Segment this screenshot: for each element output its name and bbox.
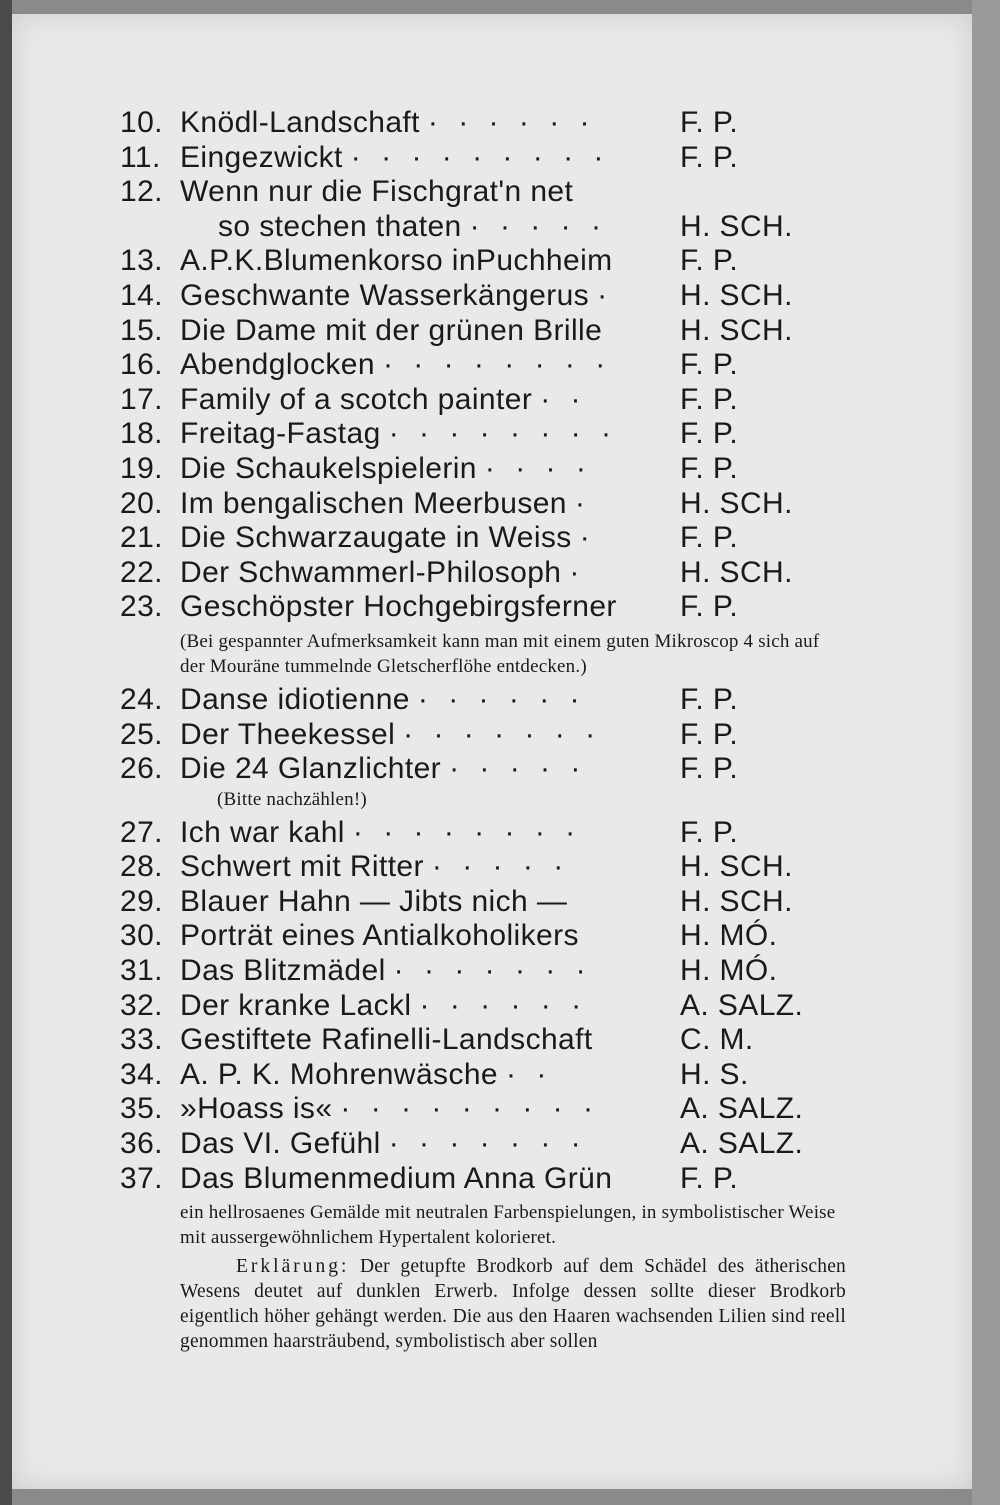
entry-number: 16. [120, 348, 163, 382]
entry-title: Geschöpster Hochgebirgsferner [180, 590, 617, 624]
entry-note-37: ein hellrosaenes Gemälde mit neutralen Farbenspielungen, in symbolistischer Weise mit aussergewöhnlichem Hypertalent kolorieret. [180, 1202, 836, 1249]
entry-leader-dots: · · · · · · · · · [350, 140, 610, 174]
entry-number: 33. [120, 1023, 163, 1057]
entry-author: F. P. [680, 752, 739, 786]
entry-title-cell [180, 452, 680, 486]
entry-title-cell [180, 314, 680, 348]
entry-title-cell [180, 816, 680, 850]
entry-title-cell [180, 106, 680, 140]
entry-author: H. SCH. [680, 313, 793, 347]
explanation-label: Erklärung: [236, 1256, 350, 1278]
explanation-paragraph [120, 1254, 846, 1354]
entry-title: Der Theekessel [180, 717, 396, 751]
entry-number: 35. [120, 1092, 163, 1126]
entry-title: Wenn nur die Fischgrat'n net [180, 175, 574, 209]
entry-title-cell [180, 556, 680, 590]
entry-number: 23. [120, 590, 163, 624]
entry-title: Die Dame mit der grünen Brille [180, 313, 603, 347]
entry-leader-dots: · · · · · [431, 850, 570, 884]
catalog-page [12, 14, 972, 1489]
catalog-entry [120, 244, 850, 279]
catalog-entry [120, 752, 850, 787]
entry-leader-dots: · · · · · [449, 752, 587, 786]
entry-number: 17. [120, 382, 163, 416]
entry-title: Die Schwarzaugate in Weiss [180, 521, 572, 555]
entry-leader-dots: · · · · [484, 451, 592, 485]
catalog-entry [120, 314, 850, 349]
entry-author: F. P. [680, 682, 739, 716]
catalog-entry [120, 487, 850, 522]
entry-number: 31. [120, 954, 163, 988]
entry-title-cell [180, 989, 680, 1023]
entry-author: F. P. [680, 815, 739, 849]
entry-title-cell [180, 850, 680, 884]
catalog-entry [120, 210, 850, 245]
entry-author: F. P. [680, 382, 739, 416]
entry-author: A. SALZ. [680, 1092, 804, 1126]
entry-title-cell [180, 1092, 680, 1126]
entry-title-cell [180, 210, 680, 244]
entry-number: 25. [120, 717, 163, 751]
entry-title: A. P. K. Mohrenwäsche [180, 1057, 499, 1091]
entry-author: F. P. [680, 106, 739, 139]
entry-leader-dots: · · · · · · [419, 988, 588, 1022]
catalog-entry [120, 452, 850, 487]
entry-title: Knödl-Landschaft [180, 106, 420, 139]
explanation-text: Der getupfte Brodkorb auf dem Schädel des ätherischen Wesens deutet auf dunklen Erwerb. Infolge dessen sollte dieser Brodkorb eigentlich höher gehängt werden. Die aus den Haaren wachsenden Lilien sind reell genommen haarsträubend, symbolistisch aber sollen [180, 1256, 846, 1353]
entry-title: Die Schaukelspielerin [180, 451, 477, 485]
entry-number: 15. [120, 313, 163, 347]
entry-author: A. SALZ. [680, 988, 804, 1022]
entry-number: 29. [120, 884, 163, 918]
entry-title: A.P.K.Blumenkorso inPuchheim [180, 244, 613, 278]
entry-title-cell [180, 752, 680, 786]
catalog-entry [120, 885, 850, 920]
entry-title: Der kranke Lackl [180, 988, 412, 1022]
entry-title: Ich war kahl [180, 815, 345, 849]
catalog-entry [120, 1092, 850, 1127]
entry-note-23: (Bei gespannter Aufmerksamkeit kann man mit einem guten Mikroscop 4 sich auf der Mouräne tummelnde Gletscherflöhe entdecken.) [180, 630, 820, 677]
entry-number: 26. [120, 752, 163, 786]
catalog-entry [120, 919, 850, 954]
entry-leader-dots: · · · · · [469, 209, 607, 243]
entry-leader-dots: · [597, 278, 614, 312]
entry-number: 30. [120, 919, 163, 953]
entry-author: H. S. [680, 1057, 749, 1091]
entry-number: 36. [120, 1127, 163, 1161]
entry-title-cell [180, 1023, 680, 1057]
entry-author: H. SCH. [680, 278, 793, 312]
entry-number: 34. [120, 1057, 163, 1091]
entry-title: »Hoass is« [180, 1092, 333, 1126]
entry-number: 22. [120, 555, 163, 589]
entry-number: 12. [120, 175, 163, 209]
entry-author: H. SCH. [680, 486, 793, 520]
entry-title: Geschwante Wasserkängerus [180, 278, 590, 312]
catalog-entry [120, 175, 850, 210]
entry-leader-dots: · · [540, 382, 587, 416]
entry-author: H. MÓ. [680, 954, 778, 988]
entry-title: Eingezwickt [180, 140, 343, 174]
entry-leader-dots: · · [506, 1057, 553, 1091]
entry-title-cell [180, 590, 680, 624]
entry-leader-dots: · · · · · · · · [382, 348, 612, 382]
entry-number: 28. [120, 850, 163, 884]
catalog-entry [120, 1023, 850, 1058]
entry-title-cell [180, 487, 680, 521]
catalog-entry [120, 816, 850, 851]
entry-author: F. P. [680, 521, 739, 555]
entry-title: Die 24 Glanzlichter [180, 752, 442, 786]
entry-author: H. SCH. [680, 209, 793, 243]
entry-title: Schwert mit Ritter [180, 850, 424, 884]
entry-leader-dots: · · · · · · · [393, 954, 592, 988]
entry-author: H. MÓ. [680, 919, 778, 953]
entry-leader-dots: · · · · · · · · [388, 417, 617, 451]
entry-title: Gestiftete Rafinelli-Landschaft [180, 1023, 593, 1057]
entry-leader-dots: · · · · · · [427, 106, 596, 139]
catalog-entry [120, 1127, 850, 1162]
entry-title-cell [180, 175, 680, 209]
entry-author: F. P. [680, 451, 739, 485]
entry-number: 14. [120, 278, 163, 312]
entry-number: 21. [120, 521, 163, 555]
entry-title-cell [180, 1127, 680, 1161]
entry-leader-dots: · · · · · · · [388, 1127, 587, 1161]
catalog-entry [120, 718, 850, 753]
entry-author: A. SALZ. [680, 1127, 804, 1161]
entries-group-a [120, 106, 850, 625]
entry-author: F. P. [680, 717, 739, 751]
catalog-entry [120, 590, 850, 625]
entry-leader-dots: · · · · · · · · [352, 815, 582, 849]
entry-title: Im bengalischen Meerbusen [180, 486, 567, 520]
entry-number: 10. [120, 106, 163, 139]
entry-title-cell [180, 954, 680, 988]
entry-title: Danse idiotienne [180, 682, 410, 716]
entry-title-cell [180, 521, 680, 555]
entry-number: 37. [120, 1161, 163, 1195]
catalog-entry [120, 417, 850, 452]
entry-title: Der Schwammerl-Philosoph [180, 555, 562, 589]
catalog-entry [120, 683, 850, 718]
entry-leader-dots: · [579, 521, 596, 555]
entry-author: H. SCH. [680, 850, 793, 884]
entry-title-cell [180, 1058, 680, 1092]
entry-title-cell [180, 279, 680, 313]
entry-title-cell [180, 885, 680, 919]
entry-author: F. P. [680, 417, 739, 451]
entry-title-cell [180, 718, 680, 752]
entry-title-cell [180, 348, 680, 382]
entry-title-cell [180, 919, 680, 953]
entry-number: 24. [120, 682, 163, 716]
entry-title-cell [180, 683, 680, 717]
entry-note-26: (Bitte nachzählen!) [217, 788, 367, 810]
entry-number: 11. [120, 140, 161, 174]
catalog-list [120, 106, 850, 1354]
catalog-entry [120, 989, 850, 1024]
entry-title: Freitag-Fastag [180, 417, 381, 451]
entry-author: H. SCH. [680, 555, 793, 589]
entry-title-cell [180, 244, 680, 278]
entry-title: Abendglocken [180, 348, 375, 382]
entry-title-cell [180, 417, 680, 451]
entry-title-cell [180, 1162, 680, 1196]
catalog-entry [120, 556, 850, 591]
book-spine [0, 0, 12, 1505]
entry-leader-dots: · · · · · · · · · [340, 1092, 599, 1126]
entry-leader-dots: · · · · · · [417, 682, 586, 716]
catalog-entry [120, 954, 850, 989]
page-edge [972, 0, 1000, 1505]
entry-author: F. P. [680, 1161, 739, 1195]
entry-title: Porträt eines Antialkoholikers [180, 919, 579, 953]
entry-number: 27. [120, 815, 163, 849]
catalog-entry [120, 106, 850, 141]
entry-leader-dots: · [569, 555, 586, 589]
entry-author: F. P. [680, 590, 739, 624]
entry-leader-dots: · · · · · · · [403, 717, 602, 751]
catalog-entry [120, 348, 850, 383]
entry-leader-dots: · [574, 486, 591, 520]
catalog-entry [120, 850, 850, 885]
entry-number: 32. [120, 988, 163, 1022]
entry-author: H. SCH. [680, 884, 793, 918]
entries-group-b [120, 683, 850, 787]
catalog-entry [120, 1162, 850, 1197]
entry-author: C. M. [680, 1023, 754, 1057]
catalog-entry [120, 141, 850, 176]
entry-title: Das VI. Gefühl [180, 1127, 381, 1161]
catalog-entry [120, 279, 850, 314]
entry-title: so stechen thaten [218, 209, 462, 243]
entry-author: F. P. [680, 244, 739, 278]
entry-title-cell [180, 383, 680, 417]
entry-title: Family of a scotch painter [180, 382, 533, 416]
entry-title: Das Blitzmädel [180, 954, 386, 988]
entry-number: 20. [120, 486, 163, 520]
entry-author: F. P. [680, 140, 739, 174]
entry-author: F. P. [680, 348, 739, 382]
entry-title: Blauer Hahn — Jibts nich — [180, 884, 568, 918]
entry-title-cell [180, 141, 680, 175]
catalog-entry [120, 1058, 850, 1093]
entry-title: Das Blumenmedium Anna Grün [180, 1161, 613, 1195]
entry-number: 18. [120, 417, 163, 451]
catalog-entry [120, 383, 850, 418]
entry-number: 13. [120, 244, 163, 278]
entry-number: 19. [120, 451, 163, 485]
catalog-entry [120, 521, 850, 556]
entries-group-c [120, 816, 850, 1197]
